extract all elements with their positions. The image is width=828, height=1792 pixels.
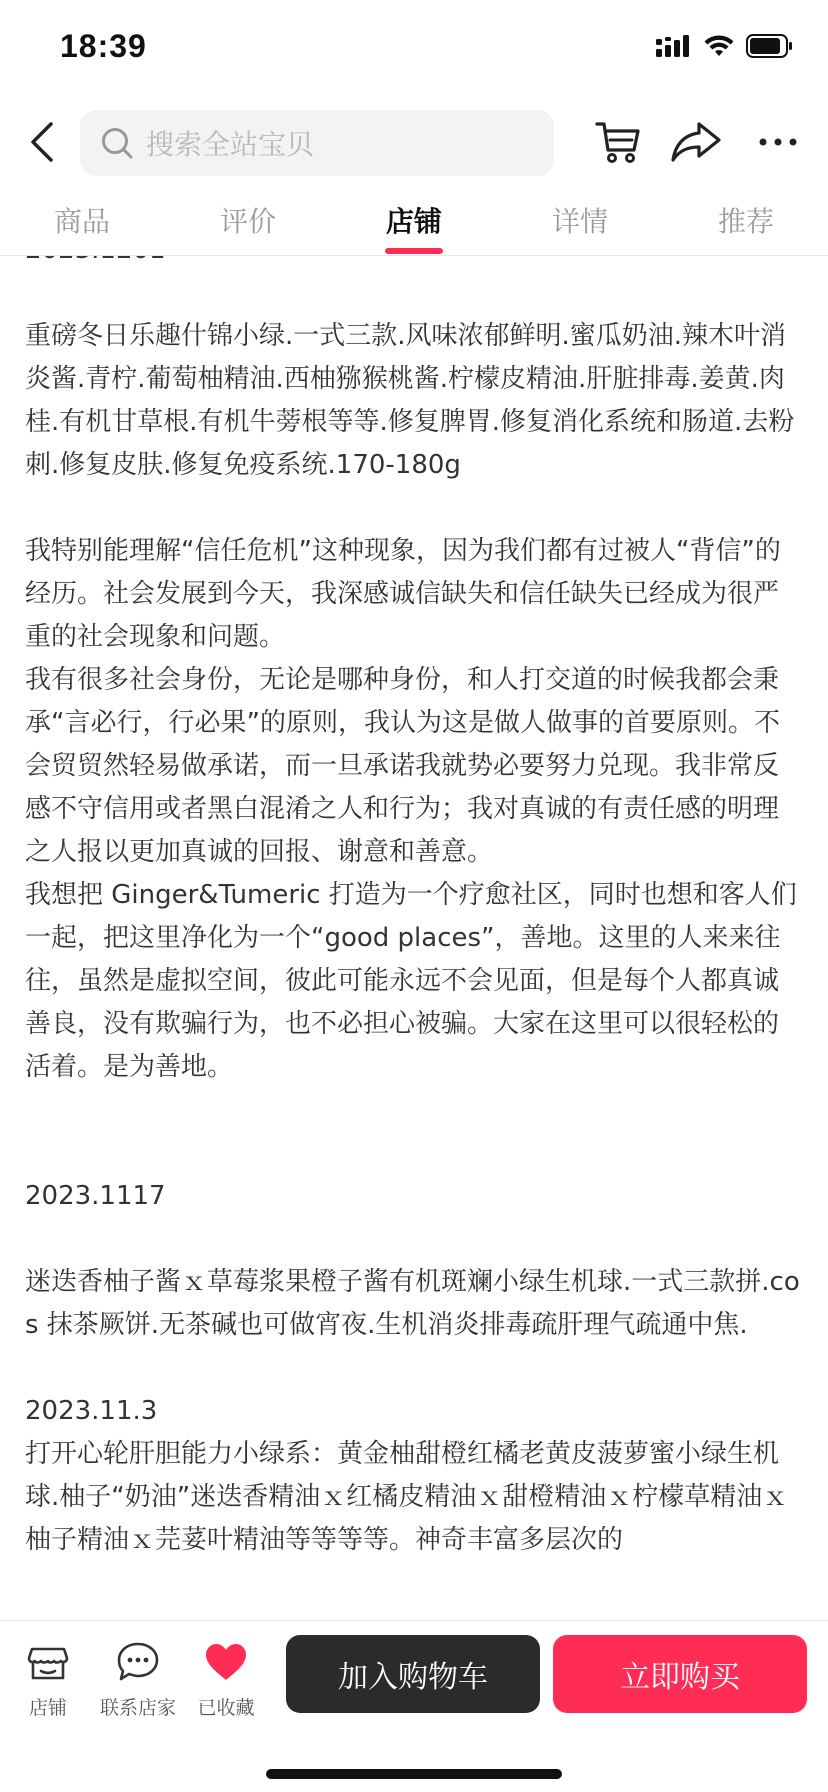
status-icons	[656, 34, 794, 62]
status-bar	[0, 0, 828, 100]
shop-text	[25, 229, 803, 1562]
contact-seller-button[interactable]	[98, 1639, 178, 1720]
shop-label: 店铺	[28, 1697, 67, 1719]
battery-icon	[746, 34, 794, 62]
tab-reviews[interactable]: 评价	[219, 205, 276, 238]
search-input[interactable]	[80, 110, 554, 176]
favorite-button[interactable]	[186, 1639, 266, 1720]
chat-icon	[116, 1641, 160, 1683]
share-icon	[669, 118, 723, 166]
paragraph-rosemary: 迷迭香柚子酱ｘ草莓浆果橙子酱有机斑斓小绿生机球.一式三款拼.cos 抹茶厥饼.无茶碱也可做宵夜.生机消炎排毒疏肝理气疏通中焦.	[25, 1267, 800, 1340]
more-button[interactable]	[748, 112, 808, 172]
more-icon	[758, 137, 798, 147]
header	[0, 100, 828, 190]
search-placeholder: 搜索全站宝贝	[146, 128, 315, 161]
back-icon	[27, 120, 57, 164]
paragraph-trust: 我特别能理解“信任危机”这种现象，因为我们都有过被人“背信”的经历。社会发展到今天，我深感诚信缺失和信任缺失已经成为很严重的社会现象和问题。	[25, 536, 781, 652]
back-button[interactable]	[14, 112, 70, 172]
date-heading: 2023.1117	[25, 1181, 166, 1211]
heart-icon	[204, 1642, 248, 1682]
shop-button[interactable]	[8, 1639, 88, 1720]
shop-content[interactable]	[0, 256, 828, 1620]
status-time: 18:39	[60, 28, 147, 64]
favorite-label: 已收藏	[197, 1697, 255, 1719]
tab-recommend[interactable]: 推荐	[717, 205, 774, 238]
tab-shop[interactable]: 店铺	[385, 205, 442, 238]
contact-label: 联系店家	[99, 1697, 176, 1719]
cart-icon	[594, 118, 642, 166]
tab-goods[interactable]: 商品	[53, 205, 110, 238]
share-button[interactable]	[666, 112, 726, 172]
add-to-cart-button[interactable]: 加入购物车	[286, 1635, 540, 1713]
tab-details[interactable]: 详情	[551, 205, 608, 238]
signal-icon	[656, 35, 692, 61]
bottom-bar	[0, 1620, 828, 1792]
active-tab-indicator	[385, 248, 443, 254]
paragraph-principles: 我有很多社会身份，无论是哪种身份，和人打交道的时候我都会秉承“言必行，行必果”的原则，我认为这是做人做事的首要原则。不会贸贸然轻易做承诺，而一旦承诺我就势必要努力兑现。我非常反感不守信用或者黑白混淆之人和行为；我对真诚的有责任感的明理之人报以更加真诚的回报、谢意和善意。	[25, 665, 780, 867]
tab-bar	[0, 190, 828, 256]
buy-now-button[interactable]: 立即购买	[553, 1635, 807, 1713]
search-icon	[100, 126, 134, 160]
store-icon	[27, 1641, 69, 1683]
paragraph-community: 我想把 Ginger&Tumeric 打造为一个疗愈社区，同时也想和客人们一起，把这里净化为一个“good places”，善地。这里的人来来往往，虽然是虚拟空间，彼此可能永远不会见面，但是每个人都真诚善良，没有欺骗行为，也不必担心被骗。大家在这里可以很轻松的活着。是为善地。	[25, 880, 797, 1082]
paragraph-winter-greens: 重磅冬日乐趣什锦小绿.一式三款.风味浓郁鲜明.蜜瓜奶油.辣木叶消炎酱.青柠.葡萄柚精油.西柚猕猴桃酱.柠檬皮精油.肝脏排毒.姜黄.肉桂.有机甘草根.有机牛蒡根等等.修复脾胃.修复消化系统和肠道.去粉刺.修复皮肤.修复免疫系统.170-180g	[25, 321, 795, 480]
home-indicator[interactable]	[266, 1769, 562, 1779]
cart-button[interactable]	[588, 112, 648, 172]
paragraph-heart-chakra: 打开心轮肝胆能力小绿系：黄金柚甜橙红橘老黄皮菠萝蜜小绿生机球.柚子“奶油”迷迭香精油ｘ红橘皮精油ｘ甜橙精油ｘ柠檬草精油ｘ柚子精油ｘ芫荽叶精油等等等等。神奇丰富多层次的	[25, 1439, 789, 1555]
wifi-icon	[704, 35, 734, 61]
date-heading: 2023.11.3	[25, 1396, 158, 1426]
